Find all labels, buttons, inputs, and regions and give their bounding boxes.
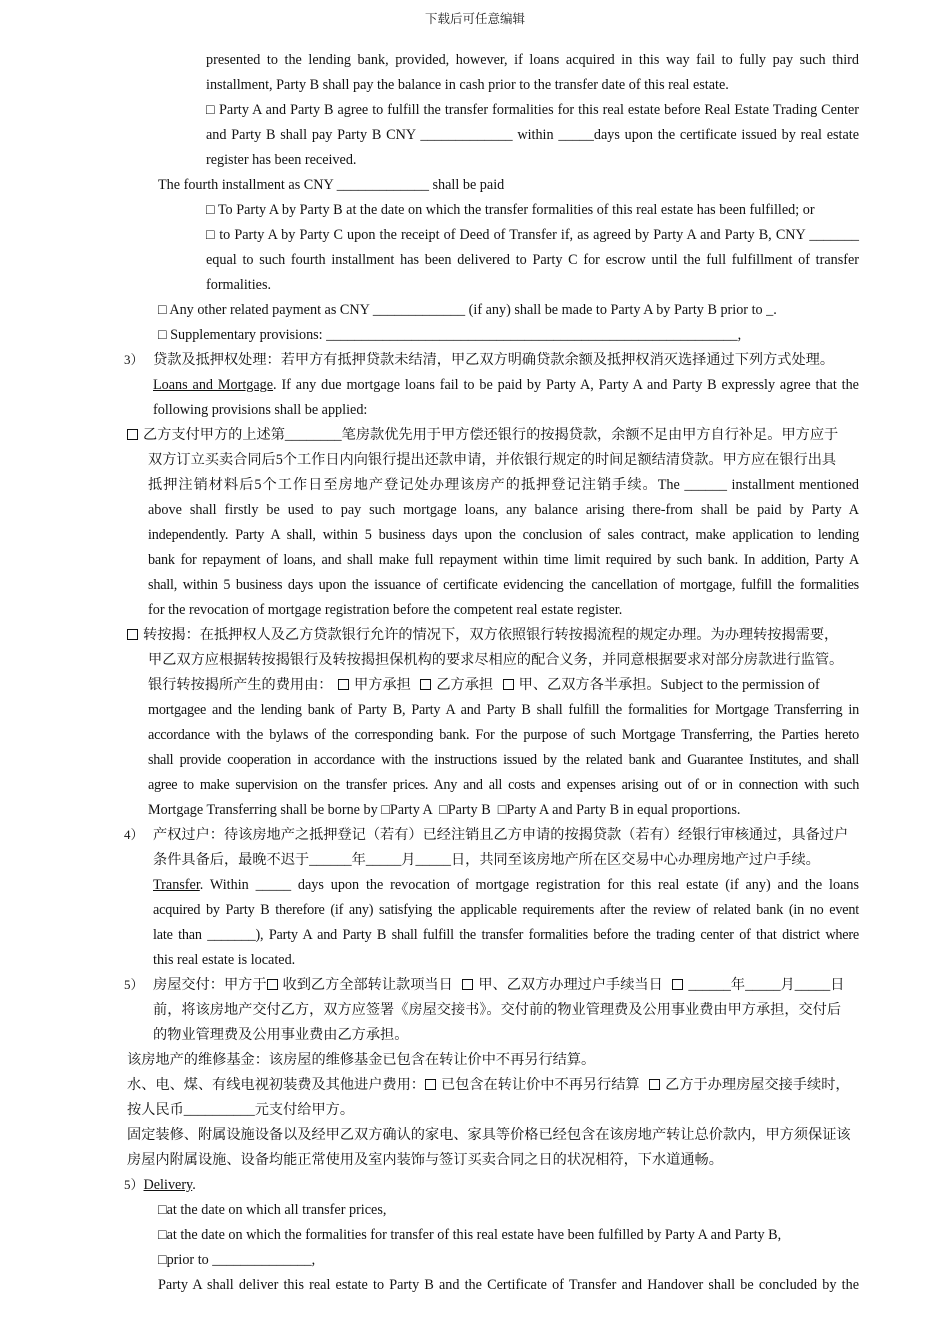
option-text: 乙方支付甲方的上述第________笔房款优先用于甲方偿还银行的按揭贷款，余额不足由甲方自行补足。甲方应于 bbox=[143, 427, 839, 443]
checkbox[interactable]: □ bbox=[381, 802, 390, 818]
option-line bbox=[158, 1250, 315, 1270]
checkbox[interactable]: □ bbox=[439, 802, 448, 818]
checkbox[interactable] bbox=[649, 1079, 660, 1090]
text-line: 的物业管理费及公用事业费由乙方承担。 bbox=[153, 1027, 409, 1043]
section-title: Loans and Mortgage bbox=[153, 377, 274, 393]
checkbox[interactable]: □ bbox=[158, 1202, 167, 1218]
checkbox[interactable]: □ bbox=[158, 302, 167, 318]
checkbox[interactable]: □ bbox=[158, 327, 167, 343]
text-line: independently. Party A shall, within 5 business days upon the conclusion of sales contract, make application to lending bbox=[148, 527, 859, 543]
text-line: accordance with the bylaws of the corresponding bank. For the purpose of such Mortgage Transferring, the Parties hereto bbox=[148, 727, 859, 743]
option-line bbox=[158, 1225, 781, 1245]
option-text: 乙方承担 bbox=[436, 677, 494, 693]
section-title: Transfer bbox=[153, 877, 200, 893]
option-line bbox=[127, 425, 838, 445]
text-line: bank for repayment of loans, and shall make full repayment within time limit required by such bank. In addition, Party A bbox=[148, 552, 859, 568]
checkbox[interactable] bbox=[420, 679, 431, 690]
checkbox[interactable] bbox=[267, 979, 278, 990]
text-line: register has been received. bbox=[206, 152, 357, 168]
text-line: agree to make supervision on the transfer prices. Any and all costs and expenses arising out of or in connection with such bbox=[148, 777, 859, 793]
option-text: 甲方承担 bbox=[354, 677, 411, 693]
text-line: 该房地产的维修基金：该房屋的维修基金已包含在转让价中不再另行结算。 bbox=[127, 1052, 596, 1068]
text-line: 双方订立买卖合同后5个工作日内向银行提出还款申请，并依银行规定的时间足额结清贷款。甲方应在银行出具 bbox=[148, 452, 837, 468]
text-line: 按人民币__________元支付给甲方。 bbox=[127, 1102, 355, 1118]
checkbox[interactable] bbox=[338, 679, 349, 690]
option-text: Party B bbox=[447, 802, 491, 818]
text: Mortgage Transferring shall be borne by bbox=[148, 802, 378, 818]
text-line: mortgagee and the lending bank of Party B, Party A and Party B shall fulfill the formalities for Mortgage Transferring in bbox=[148, 702, 859, 718]
option-text: Any other related payment as CNY _____________ (if any) shall be made to Party A by Party B prior to _. bbox=[169, 302, 777, 318]
option-text: To Party A by Party B at the date on which the transfer formalities of this real estate has been fulfilled; or bbox=[217, 202, 815, 218]
text: 银行转按揭所产生的费用由： bbox=[148, 677, 333, 693]
checkbox[interactable]: □ bbox=[206, 102, 216, 118]
option-line bbox=[206, 225, 859, 245]
section-title: Delivery bbox=[143, 1177, 193, 1193]
checkbox[interactable]: □ bbox=[206, 202, 215, 218]
text-line: this real estate is located. bbox=[153, 952, 296, 968]
section-number: 4） bbox=[124, 827, 144, 842]
option-text: Party A and Party B in equal proportions. bbox=[506, 802, 741, 818]
text-line: shall provide cooperation in accordance with the instructions issued by the related bank and Guarantee Institutes, and shall bbox=[148, 752, 859, 768]
text-line: The fourth installment as CNY _____________ shall be paid bbox=[158, 177, 505, 193]
text-line: 甲乙双方应根据转按揭银行及转按揭担保机构的要求尽相应的配合义务，并同意根据要求对部分房款进行监管。 bbox=[148, 652, 844, 668]
checkbox[interactable]: □ bbox=[206, 227, 216, 243]
text-line bbox=[153, 975, 844, 995]
text-line: 产权过户：待该房地产之抵押登记（若有）已经注销且乙方申请的按揭贷款（若有）经银行审核通过，具备过户 bbox=[153, 827, 849, 843]
text-line: formalities. bbox=[206, 277, 272, 293]
checkbox[interactable] bbox=[425, 1079, 436, 1090]
checkbox[interactable] bbox=[672, 979, 683, 990]
option-text: 甲、乙双方各半承担。Subject to the permission of bbox=[518, 677, 820, 693]
option-line bbox=[127, 625, 838, 645]
text-line bbox=[127, 1075, 850, 1095]
text-line bbox=[124, 1175, 196, 1195]
checkbox[interactable] bbox=[127, 629, 138, 640]
text-line: installment, Party B shall pay the balance in cash prior to the transfer date of this real estate. bbox=[206, 77, 729, 93]
text-line: following provisions shall be applied: bbox=[153, 402, 368, 418]
option-line bbox=[206, 200, 815, 220]
checkbox[interactable]: □ bbox=[497, 802, 507, 818]
checkbox[interactable]: □ bbox=[158, 1227, 167, 1243]
option-text: Party A bbox=[389, 802, 433, 818]
text: . bbox=[192, 1177, 196, 1193]
text-line: 前，将该房地产交付乙方，双方应签署《房屋交接书》。交付前的物业管理费及公用事业费由甲方承担，交付后 bbox=[153, 1002, 842, 1018]
option-line bbox=[206, 100, 859, 120]
option-text: 收到乙方全部转让款项当日 bbox=[282, 977, 453, 993]
checkbox[interactable] bbox=[503, 679, 514, 690]
text-line bbox=[153, 375, 859, 395]
checkbox[interactable]: □ bbox=[158, 1252, 167, 1268]
text-line: 条件具备后，最晚不迟于______年_____月_____日，共同至该房地产所在区交易中心办理房地产过户手续。 bbox=[153, 852, 820, 868]
option-text: 已包含在转让价中不再另行结算 bbox=[440, 1077, 640, 1093]
text-line: above shall firstly be used to pay such mortgage loans, any balance arising there-from shall be paid by Party A bbox=[148, 502, 859, 518]
checkbox[interactable] bbox=[127, 429, 138, 440]
text-line: equal to such fourth installment has been delivered to Party C for escrow until the full fulfillment of transfer bbox=[206, 252, 859, 268]
option-text: to Party A by Party C upon the receipt of Deed of Transfer if, as agreed by Party A and Party B, CNY _______ bbox=[219, 227, 860, 243]
text-line: for the revocation of mortgage registration before the competent real estate register. bbox=[148, 602, 623, 618]
option-text: ______年_____月_____日 bbox=[688, 977, 845, 993]
text-line bbox=[153, 875, 859, 895]
text-line: and Party B shall pay Party B CNY _____________ within _____days upon the certificate issued by real estate bbox=[206, 127, 859, 143]
text-line: presented to the lending bank, provided, however, if loans acquired in this way fail to fully pay such third bbox=[206, 52, 859, 68]
section-number: 3） bbox=[124, 352, 144, 367]
text-line bbox=[148, 800, 740, 820]
text: 水、电、煤、有线电视初装费及其他进户费用： bbox=[127, 1077, 425, 1093]
option-text: at the date on which the formalities for transfer of this real estate have been fulfilled by Party A and Party B, bbox=[166, 1227, 782, 1243]
text-line: Party A shall deliver this real estate to Party B and the Certificate of Transfer and Handover shall be concluded by the bbox=[158, 1277, 859, 1293]
text-line: acquired by Party B therefore (if any) satisfying the applicable requirements after the review of related bank (in no event bbox=[153, 902, 859, 918]
text-line: 固定装修、附属设施设备以及经甲乙双方确认的家电、家具等价格已经包含在该房地产转让总价款内，甲方须保证该 bbox=[127, 1127, 851, 1143]
text-line: 房屋内附属设施、设备均能正常使用及室内装饰与签订买卖合同之日的状况相符，下水道通畅。 bbox=[127, 1152, 723, 1168]
page-header: 下载后可任意编辑 bbox=[424, 12, 525, 26]
text-line: 贷款及抵押权处理：若甲方有抵押贷款未结清，甲乙双方明确贷款余额及抵押权消灭选择通过下列方式处理。 bbox=[153, 352, 835, 368]
text-line: 抵押注销材料后5个工作日至房地产登记处办理该房产的抵押登记注销手续。The ______ installment mentioned bbox=[148, 477, 859, 493]
section-number: 5） bbox=[124, 977, 144, 992]
option-text: Party A and Party B agree to fulfill the transfer formalities for this real estate before Real Estate Trading Center bbox=[219, 102, 859, 118]
option-line bbox=[158, 325, 741, 345]
section-title-continuation: . Within _____ days upon the revocation of mortgage registration for this real estate (if any) and the loans bbox=[199, 877, 859, 893]
option-text: Supplementary provisions: __________________________________________________________, bbox=[170, 327, 742, 343]
option-line bbox=[158, 300, 777, 320]
section-number: 5） bbox=[124, 1177, 144, 1192]
text-line bbox=[148, 675, 820, 695]
checkbox[interactable] bbox=[462, 979, 473, 990]
option-text: 甲、乙双方办理过户手续当日 bbox=[478, 977, 663, 993]
option-line bbox=[158, 1200, 386, 1220]
section-title-continuation: . If any due mortgage loans fail to be paid by Party A, Party A and Party B expressly agree that the bbox=[273, 377, 859, 393]
text-line: late than _______), Party A and Party B shall fulfill the transfer formalities before the trading center of that district where bbox=[153, 927, 859, 943]
option-text: 乙方于办理房屋交接手续时， bbox=[665, 1077, 850, 1093]
text-line: shall, within 5 business days upon the issuance of certificate evidencing the cancellation of mortgage, fulfill the formalities bbox=[148, 577, 859, 593]
text: 房屋交付：甲方于 bbox=[153, 977, 267, 993]
option-text: prior to ______________, bbox=[166, 1252, 316, 1268]
option-text: 转按揭：在抵押权人及乙方贷款银行允许的情况下，双方依照银行转按揭流程的规定办理。为办理转按揭需要， bbox=[143, 627, 839, 643]
option-text: at the date on which all transfer prices, bbox=[166, 1202, 387, 1218]
